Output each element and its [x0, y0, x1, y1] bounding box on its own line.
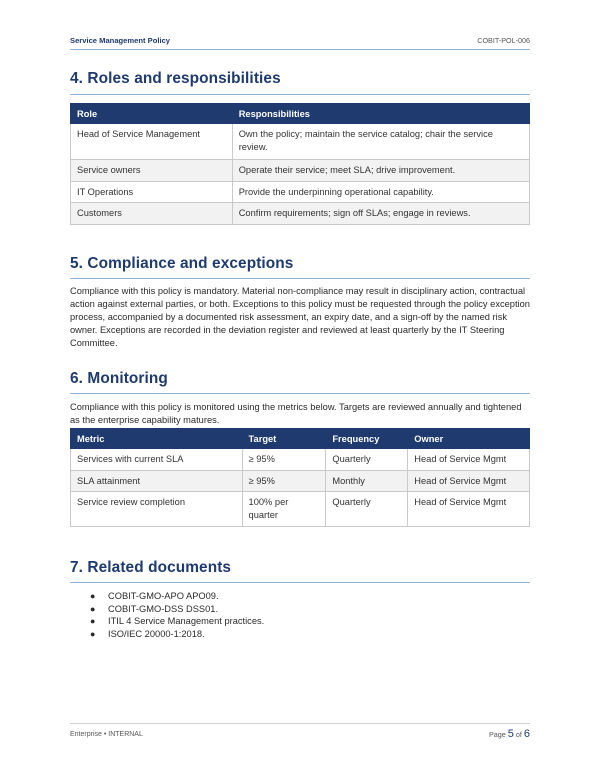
page-total: 6: [523, 728, 530, 740]
list-item-text: COBIT-GMO-APO APO09.: [108, 591, 219, 601]
column-header: Responsibilities: [232, 104, 529, 124]
table-header-row: [71, 104, 530, 124]
compliance-paragraph: Compliance with this policy is mandatory. Material non-compliance may result in disciplinary action, contractual action against external parties, or both. Exceptions to this policy must be requested through the policy exception process, accompanied by a documented risk assessment, an expiry date, and a sign-off by the named risk owner. Exceptions are recorded in the deviation register and reviewed at least quarterly by the IT Steering Committee.: [70, 286, 530, 349]
table-row: [71, 203, 530, 225]
bullet-icon: ●: [90, 629, 96, 640]
page-header: [70, 36, 530, 50]
column-header: Owner: [408, 429, 530, 449]
page-current: 5: [507, 728, 514, 740]
table-cell: Quarterly: [326, 492, 408, 527]
list-item: [70, 590, 264, 603]
table-cell: ≥ 95%: [242, 470, 326, 492]
table-cell: Service owners: [71, 160, 233, 182]
bullet-icon: ●: [90, 591, 96, 601]
table-cell: Operate their service; meet SLA; drive improvement.: [232, 160, 529, 182]
table-cell: IT Operations: [71, 181, 233, 203]
table-row: [71, 124, 530, 160]
section-divider: [70, 94, 530, 95]
column-header: Role: [71, 104, 233, 124]
table-row: [71, 160, 530, 182]
table-cell: Head of Service Management: [71, 124, 233, 160]
table-cell: Provide the underpinning operational capability.: [232, 181, 529, 203]
table-cell: Head of Service Mgmt: [408, 492, 530, 527]
roles-table: [70, 103, 530, 225]
table-cell: Customers: [71, 203, 233, 225]
table-cell: Quarterly: [326, 449, 408, 471]
table-cell: Services with current SLA: [71, 449, 243, 471]
column-header: Target: [242, 429, 326, 449]
table-cell: SLA attainment: [71, 470, 243, 492]
list-item: [70, 603, 264, 616]
page-separator: of: [515, 730, 522, 739]
section-divider: [70, 393, 530, 394]
table-row: [71, 449, 530, 471]
footer-classification: Enterprise • INTERNAL: [70, 731, 143, 738]
list-item-text: ITIL 4 Service Management practices.: [108, 616, 265, 627]
document-code: COBIT-POL-006: [477, 36, 530, 45]
bullet-icon: ●: [90, 603, 96, 614]
section-divider: [70, 278, 530, 279]
table-cell: Head of Service Mgmt: [408, 470, 530, 492]
monitoring-intro: Compliance with this policy is monitored using the metrics below. Targets are reviewed annually and tightened as the enterprise capability matures.: [70, 402, 522, 426]
list-item: [70, 615, 264, 628]
section-heading-related: 7. Related documents: [70, 559, 232, 576]
table-cell: 100% per quarter: [242, 492, 326, 527]
metrics-table: [70, 428, 530, 527]
column-header: Metric: [71, 429, 243, 449]
page-number: [489, 728, 530, 740]
table-cell: Service review completion: [71, 492, 243, 527]
document-title: Service Management Policy: [70, 36, 171, 45]
table-cell: Monthly: [326, 470, 408, 492]
table-row: [71, 470, 530, 492]
header-divider: [70, 49, 530, 50]
table-cell: Confirm requirements; sign off SLAs; engage in reviews.: [232, 203, 529, 225]
section-heading-roles: 4. Roles and responsibilities: [70, 70, 281, 87]
section-heading-monitoring: 6. Monitoring: [70, 370, 168, 387]
column-header: Frequency: [326, 429, 408, 449]
list-item: [70, 628, 264, 641]
list-item-text: COBIT-GMO-DSS DSS01.: [108, 603, 219, 614]
section-divider: [70, 582, 530, 583]
related-documents-list: [70, 590, 264, 641]
bullet-icon: ●: [90, 616, 96, 627]
table-cell: Head of Service Mgmt: [408, 449, 530, 471]
list-item-text: ISO/IEC 20000-1:2018.: [108, 629, 205, 640]
section-heading-compliance: 5. Compliance and exceptions: [70, 255, 294, 272]
footer-divider: [70, 723, 530, 724]
table-row: [71, 181, 530, 203]
page-prefix: Page: [488, 730, 506, 739]
table-header-row: [71, 429, 530, 449]
table-cell: Own the policy; maintain the service catalog; chair the service review.: [232, 124, 529, 160]
table-cell: ≥ 95%: [242, 449, 326, 471]
table-row: [71, 492, 530, 527]
